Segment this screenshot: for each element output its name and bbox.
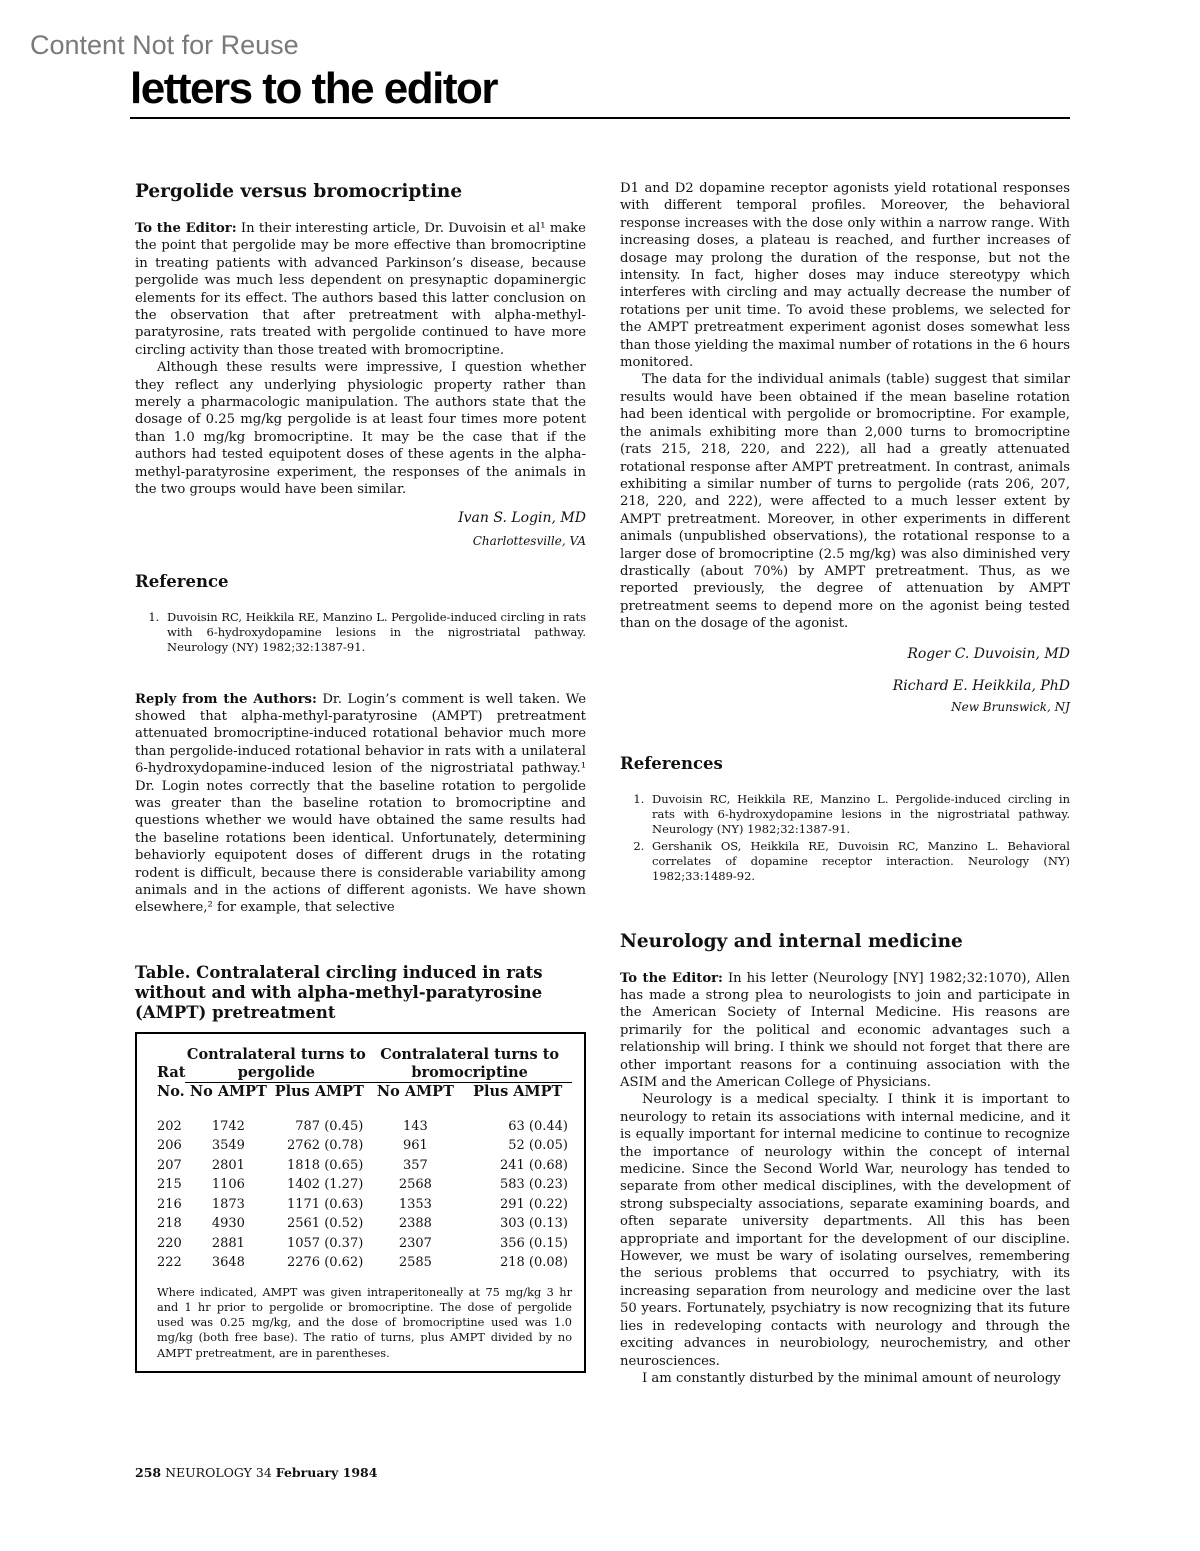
page-number: 258 <box>135 1465 162 1480</box>
table-cell: 63 (0.44) <box>508 1118 568 1134</box>
letter2-paragraph-2: Neurology is a medical specialty. I think it is important to neurology to retain its associations with internal medicine, and it is equally important for internal medicine to continue to recognize the importance of neurology within the concept of internal medicine. Since the Second World War, neurology has tended to separate from other medical disciplines, with the development of strong subspecialty associations, separate examining boards, and often separate university departments. All this has been appropriate and important for the development of our discipline. However, we must be wary of isolating ourselves, remembering the serious problems that occurred to psychiatry, with its increasing separation from neurology and medicine over the last 50 years. Fortunately, psychiatry is now recognizing that its future lies in redeveloping contacts with neurology and through the exciting advances in neurobiology, neurochemistry, and other neurosciences. <box>620 1092 1070 1369</box>
letter1-paragraph-1 <box>135 220 586 359</box>
reference-item: 2. Gershanik OS, Heikkila RE, Duvoisin RC, Manzino L. Behavioral correlates of dopamine receptor interaction. Neurology (NY) 1982;33:1489-92. <box>648 839 1070 884</box>
reply-paragraph-3: The data for the individual animals (table) suggest that similar results would have been obtained if the mean baseline rotation had been identical with pergolide or bromocriptine. For example, the animals exhibiting more than 2,000 turns to bromocriptine (rats 215, 218, 220, and 222), all had a greatly attenuated rotational response after AMPT pretreatment. In contrast, animals exhibiting a similar number of turns to pergolide (rats 206, 207, 218, 220, and 222), were affected to a much lesser extent by AMPT pretreatment. Moreover, in other experiments in different animals (unpublished observations), the rotational response to a larger dose of bromocriptine (2.5 mg/kg) was also diminished very drastically (about 70%) by AMPT pretreatment. Thus, as we reported previously, the degree of attenuation by AMPT pretreatment seems to depend more on the agonist being tested than on the dosage of the agonist. <box>620 372 1070 632</box>
journal-volume: 34 <box>255 1465 272 1480</box>
table-title: Table. Contralateral circling induced in rats without and with alpha-methyl-paratyrosine (AMPT) pretreatment <box>135 962 543 1022</box>
table-cell: 2307 <box>398 1235 432 1251</box>
table-row <box>157 1195 572 1215</box>
table-cell: 1106 <box>211 1177 245 1193</box>
table-cell: 2762 (0.78) <box>286 1138 364 1154</box>
watermark: Content Not for Reuse <box>30 30 299 60</box>
letter2-paragraph-3: I am constantly disturbed by the minimal amount of neurology <box>642 1370 1061 1386</box>
letter1-paragraph-2: Although these results were impressive, I question whether they reflect any underlying physiologic property rather than merely a pharmacologic manipulation. The authors state that the dosage of 0.25 mg/kg pergolide is at least four times more potent than 1.0 mg/kg bromocriptine. It may be the case that if the authors had tested equipotent doses of these agents in the alpha-methyl-paratyrosine experiment, the responses of the animals in the two groups would have been similar. <box>135 360 586 498</box>
issue-date: February 1984 <box>275 1465 378 1480</box>
reference-item: 1. Duvoisin RC, Heikkila RE, Manzino L. Pergolide-induced circling in rats with 6-hydroxydopamine lesions in the nigrostriatal pathway. Neurology (NY) 1982;32:1387-91. <box>163 610 586 655</box>
masthead-title: letters to the editor <box>130 64 497 113</box>
table-cell: 1057 (0.37) <box>286 1235 364 1251</box>
table-cell: 1742 <box>211 1118 245 1134</box>
table-cell: 961 <box>402 1138 428 1154</box>
table-cell: 218 (0.08) <box>499 1255 568 1271</box>
table-cell: 52 (0.05) <box>508 1138 568 1154</box>
header-rat: Rat <box>157 1064 186 1082</box>
table-cell: 303 (0.13) <box>499 1216 568 1232</box>
table-row <box>157 1253 572 1273</box>
table-cell: 1873 <box>211 1196 245 1212</box>
letter2-lead: To the Editor: <box>620 970 723 986</box>
reply-p1-text: Dr. Login’s comment is well taken. We showed that alpha-methyl-paratyrosine (AMPT) pretreatment attenuated bromocriptine-induced rotational behavior much more than pergolide-induced rotational behavior in rats with a unilateral 6-hydroxydopamine-induced lesion of the nigrostriatal pathway.¹ Dr. Login notes correctly that the baseline rotation to pergolide was greater than the baseline rotation to bromocriptine and questions whether we would have obtained the same results had the baseline rotations been identical. Unfortunately, determining behaviorly equipotent doses of different drugs in the rotating rodent is difficult, because there is considerable variability among animals and in the actions of different agonists. We have shown elsewhere,² for example, that selective <box>135 691 586 916</box>
data-table-box <box>135 1032 586 1373</box>
right-column <box>620 180 1070 1387</box>
table-cell: 1171 (0.63) <box>286 1196 364 1212</box>
reply-ref-heading: References <box>620 753 723 773</box>
header-sub: Plus AMPT <box>274 1082 364 1100</box>
table-cell: 1818 (0.65) <box>286 1157 364 1173</box>
table-cell: 2561 (0.52) <box>286 1216 364 1232</box>
table-cell: 3648 <box>211 1255 245 1271</box>
table-cell: 357 <box>402 1157 428 1173</box>
table-row <box>157 1117 572 1137</box>
letter1-ref-list <box>135 610 586 655</box>
table-cell: 2585 <box>398 1255 432 1271</box>
table-cell: 222 <box>157 1255 182 1271</box>
letter1-lead: To the Editor: <box>135 221 237 236</box>
table-row <box>157 1214 572 1234</box>
letter1-author: Ivan S. Login, MD <box>458 509 586 526</box>
reply-paragraph-2: D1 and D2 dopamine receptor agonists yield rotational responses with different temporal profiles. Moreover, the behavioral response increases with the dose only within a narrow range. With increasing doses, a plateau is reached, and further increases of dosage may prolong the duration of the response, but not the intensity. In fact, higher doses may induce stereotypy which interferes with circling and may actually decrease the number of rotations per unit time. To avoid these problems, we selected for the AMPT pretreatment experiment agonist doses somewhat less than those yielding the maximal number of rotations in the 6 hours monitored. <box>620 181 1070 371</box>
table-cell: 1353 <box>398 1196 432 1212</box>
reply-affiliation: New Brunswick, NJ <box>951 699 1070 714</box>
letter1-ref-heading: Reference <box>135 571 229 591</box>
table-cell: 143 <box>402 1118 428 1134</box>
table-cell: 2276 (0.62) <box>286 1255 364 1271</box>
reply-author-2: Richard E. Heikkila, PhD <box>892 677 1070 694</box>
table-note: Where indicated, AMPT was given intraperitoneally at 75 mg/kg 3 hr and 1 hr prior to pergolide or bromocriptine. The dose of pergolide used was 0.25 mg/kg, and the dose of bromocriptine used was 1.0 mg/kg (both free base). The ratio of turns, plus AMPT divided by no AMPT pretreatment, are in parentheses. <box>157 1285 572 1360</box>
header-no: No. <box>157 1082 185 1100</box>
table-cell: 218 <box>157 1216 182 1232</box>
table-cell: 1402 (1.27) <box>286 1177 364 1193</box>
table-cell: 4930 <box>211 1216 245 1232</box>
table-body <box>157 1117 572 1273</box>
table-cell: 2388 <box>398 1216 432 1232</box>
table-cell: 206 <box>157 1138 182 1154</box>
table-cell: 2881 <box>211 1235 245 1251</box>
page-footer <box>135 1465 377 1480</box>
letter2-p1-text: In his letter (Neurology [NY] 1982;32:1070), Allen has made a strong plea to neurologists to join and participate in the American Society of Internal Medicine. His reasons are primarily for the political and economic advantages such a relationship will bring. I think we should not forget that there are other important reasons for a continuing association with the ASIM and the American College of Physicians. <box>620 970 1070 1090</box>
letter1-p1-text: In their interesting article, Dr. Duvoisin et al¹ make the point that pergolide may be more effective than bromocriptine in treating patients with advanced Parkinson’s disease, because pergolide was much less dependent on presynaptic dopaminergic elements for its effect. The authors based this latter conclusion on the observation that after pretreatment with alpha-methyl-paratyrosine, rats treated with pergolide continued to have more circling activity than those treated with bromocriptine. <box>135 221 586 358</box>
reply-paragraph-1 <box>135 691 586 917</box>
left-column <box>135 180 586 1373</box>
table-cell: 2801 <box>211 1157 245 1173</box>
letter1-title: Pergolide versus bromocriptine <box>135 181 463 202</box>
reply-lead: Reply from the Authors: <box>135 691 317 707</box>
journal-name: NEUROLOGY <box>165 1465 252 1480</box>
table-row <box>157 1175 572 1195</box>
table-cell: 291 (0.22) <box>499 1196 568 1212</box>
reply-ref-list <box>620 792 1070 884</box>
header-group-pergolide: Contralateral turns to pergolide <box>186 1045 366 1081</box>
header-sub: No AMPT <box>189 1082 267 1100</box>
table-cell: 787 (0.45) <box>295 1118 364 1134</box>
table-cell: 356 (0.15) <box>499 1235 568 1251</box>
reference-item: 1. Duvoisin RC, Heikkila RE, Manzino L. Pergolide-induced circling in rats with 6-hydroxydopamine lesions in the nigrostriatal pathway. Neurology (NY) 1982;32:1387-91. <box>648 792 1070 837</box>
header-sub: No AMPT <box>376 1082 454 1100</box>
table-cell: 220 <box>157 1235 182 1251</box>
masthead-rule <box>130 117 1070 119</box>
letter2-paragraph-1 <box>620 970 1070 1092</box>
header-group-bromocriptine: Contralateral turns to bromocriptine <box>367 1046 572 1083</box>
table-cell: 3549 <box>211 1138 245 1154</box>
table-cell: 202 <box>157 1118 182 1134</box>
table-cell: 215 <box>157 1177 182 1193</box>
table-cell: 241 (0.68) <box>499 1157 568 1173</box>
table-row <box>157 1234 572 1254</box>
table-row <box>157 1156 572 1176</box>
letter2-title: Neurology and internal medicine <box>620 930 963 952</box>
reply-author-1: Roger C. Duvoisin, MD <box>907 645 1070 662</box>
table-cell: 216 <box>157 1196 182 1212</box>
table-row <box>157 1136 572 1156</box>
table-cell: 207 <box>157 1157 182 1173</box>
header-sub: Plus AMPT <box>473 1082 563 1100</box>
table-cell: 2568 <box>398 1177 432 1193</box>
data-table <box>157 1046 572 1273</box>
table-cell: 583 (0.23) <box>499 1177 568 1193</box>
letter1-affiliation: Charlottesville, VA <box>472 533 586 548</box>
